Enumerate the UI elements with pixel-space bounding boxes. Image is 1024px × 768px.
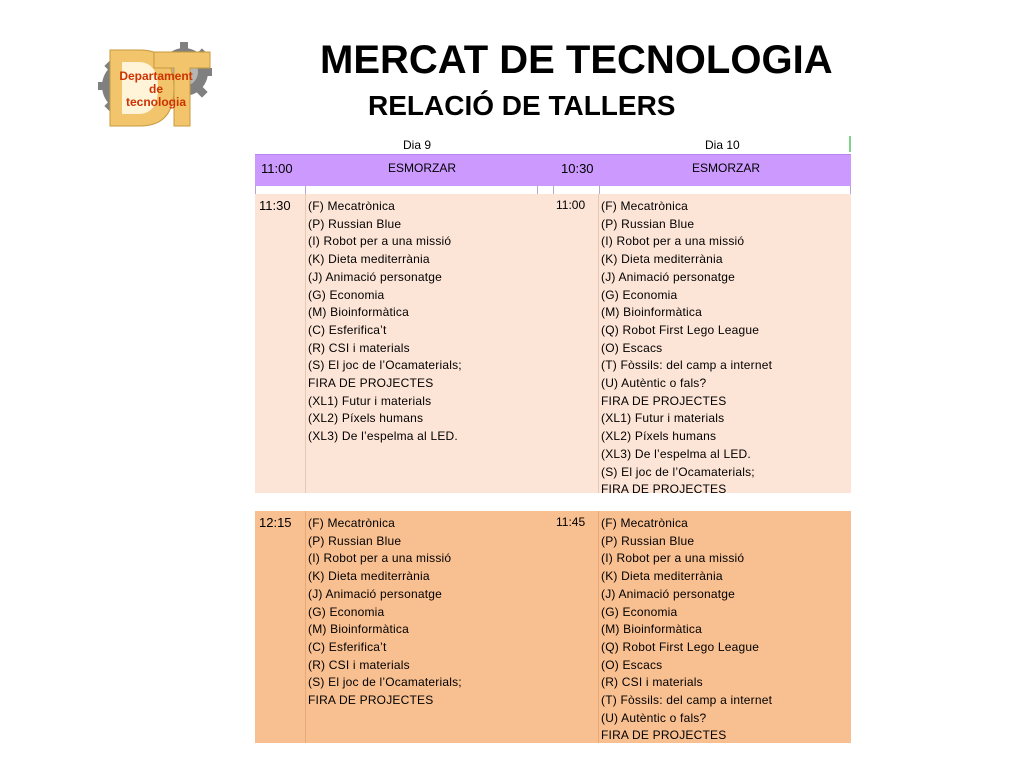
breakfast-label-day1: ESMORZAR: [388, 161, 457, 175]
workshop-item: (S) El joc de l’Ocamaterials;: [308, 675, 462, 690]
workshop-item: FIRA DE PROJECTES: [308, 693, 434, 708]
workshop-item: FIRA DE PROJECTES: [601, 482, 727, 497]
workshop-schedule: [255, 136, 851, 743]
slot2-workshops-day1: [305, 511, 552, 743]
day-header-row: [255, 136, 851, 154]
workshop-item: (XL2) Píxels humans: [601, 429, 717, 444]
workshop-item: (F) Mecatrònica: [308, 516, 396, 530]
workshop-item: (XL1) Futur i materials: [601, 411, 725, 426]
workshop-item: (S) El joc de l’Ocamaterials;: [308, 358, 462, 373]
row-gap: [255, 186, 851, 194]
workshop-item: FIRA DE PROJECTES: [601, 728, 727, 743]
slot1-time-day1: 11:30: [259, 198, 291, 213]
workshop-item: (J) Animació personatge: [308, 586, 442, 601]
slot-row-2: [255, 511, 851, 743]
day-1-header: Dia 9: [403, 138, 432, 152]
workshop-item: (K) Dieta mediterrània: [308, 569, 430, 584]
workshop-item: (M) Bioinformàtica: [308, 305, 409, 320]
workshop-item: (R) CSI i materials: [308, 340, 410, 355]
slot2-time-day1: 12:15: [259, 515, 292, 530]
slot2-time-day2: 11:45: [556, 515, 586, 529]
workshop-item: (XL3) De l’espelma al LED.: [308, 429, 458, 444]
workshop-item: (XL3) De l’espelma al LED.: [601, 446, 751, 461]
workshop-item: (U) Autèntic o fals?: [601, 376, 707, 391]
workshop-item: (T) Fòssils: del camp a internet: [601, 693, 773, 708]
workshop-item: (M) Bioinformàtica: [601, 305, 702, 320]
workshop-item: (C) Esferifica’t: [308, 639, 387, 654]
workshop-item: (P) Russian Blue: [601, 533, 695, 548]
slot1-workshops-day2: [598, 194, 851, 497]
workshop-item: (R) CSI i materials: [308, 657, 410, 672]
workshop-item: (I) Robot per a una missió: [601, 551, 745, 566]
workshop-item: (M) Bioinformàtica: [601, 622, 702, 637]
page-subtitle: RELACIÓ DE TALLERS: [368, 90, 676, 121]
workshop-item: (F) Mecatrònica: [601, 199, 689, 213]
workshop-item: (P) Russian Blue: [308, 533, 402, 548]
slot2-workshops-day2: [598, 511, 851, 743]
workshop-item: (S) El joc de l’Ocamaterials;: [601, 464, 755, 479]
page-title: MERCAT DE TECNOLOGIA: [320, 38, 833, 82]
slot1-time-day2: 11:00: [556, 198, 586, 212]
workshop-item: (Q) Robot First Lego League: [601, 322, 760, 337]
workshop-item: (G) Economia: [308, 604, 385, 619]
workshop-item: (T) Fòssils: del camp a internet: [601, 358, 773, 373]
workshop-item: (J) Animació personatge: [601, 586, 735, 601]
slot1-workshops-day1: [305, 194, 552, 493]
workshop-item: (M) Bioinformàtica: [308, 622, 409, 637]
breakfast-time-day2: 10:30: [561, 161, 594, 176]
workshop-item: (XL1) Futur i materials: [308, 393, 432, 408]
breakfast-row: [255, 154, 851, 186]
workshop-item: (F) Mecatrònica: [601, 516, 689, 530]
workshop-item: (I) Robot per a una missió: [308, 234, 452, 249]
workshop-item: (P) Russian Blue: [308, 216, 402, 231]
workshop-item: (G) Economia: [308, 287, 385, 302]
workshop-item: (G) Economia: [601, 287, 678, 302]
workshop-item: (R) CSI i materials: [601, 675, 703, 690]
workshop-item: (C) Esferifica’t: [308, 322, 387, 337]
logo-text-line-2: de: [148, 82, 164, 96]
day-2-header: Dia 10: [705, 138, 740, 152]
workshop-item: (XL2) Píxels humans: [308, 411, 424, 426]
workshop-item: (I) Robot per a una missió: [308, 551, 452, 566]
workshop-item: (I) Robot per a una missió: [601, 234, 745, 249]
workshop-item: (P) Russian Blue: [601, 216, 695, 231]
workshop-item: FIRA DE PROJECTES: [308, 376, 434, 391]
workshop-item: (U) Autèntic o fals?: [601, 710, 707, 725]
workshop-item: (O) Escacs: [601, 340, 663, 355]
workshop-item: (J) Animació personatge: [308, 269, 442, 284]
slot-row-1: [255, 194, 851, 497]
workshop-item: FIRA DE PROJECTES: [601, 393, 727, 408]
workshop-item: (G) Economia: [601, 604, 678, 619]
logo-text-line-3: tecnologia: [125, 95, 187, 109]
workshop-item: (K) Dieta mediterrània: [601, 569, 723, 584]
workshop-item: (K) Dieta mediterrània: [308, 252, 430, 267]
workshop-item: (K) Dieta mediterrània: [601, 252, 723, 267]
breakfast-label-day2: ESMORZAR: [692, 161, 761, 175]
workshop-item: (J) Animació personatge: [601, 269, 735, 284]
workshop-item: (F) Mecatrònica: [308, 199, 396, 213]
breakfast-time-day1: 11:00: [261, 161, 293, 176]
column-edge-marker: [849, 136, 851, 152]
workshop-item: (Q) Robot First Lego League: [601, 639, 760, 654]
workshop-item: (O) Escacs: [601, 657, 663, 672]
logo-text-line-1: Departament: [119, 69, 193, 83]
